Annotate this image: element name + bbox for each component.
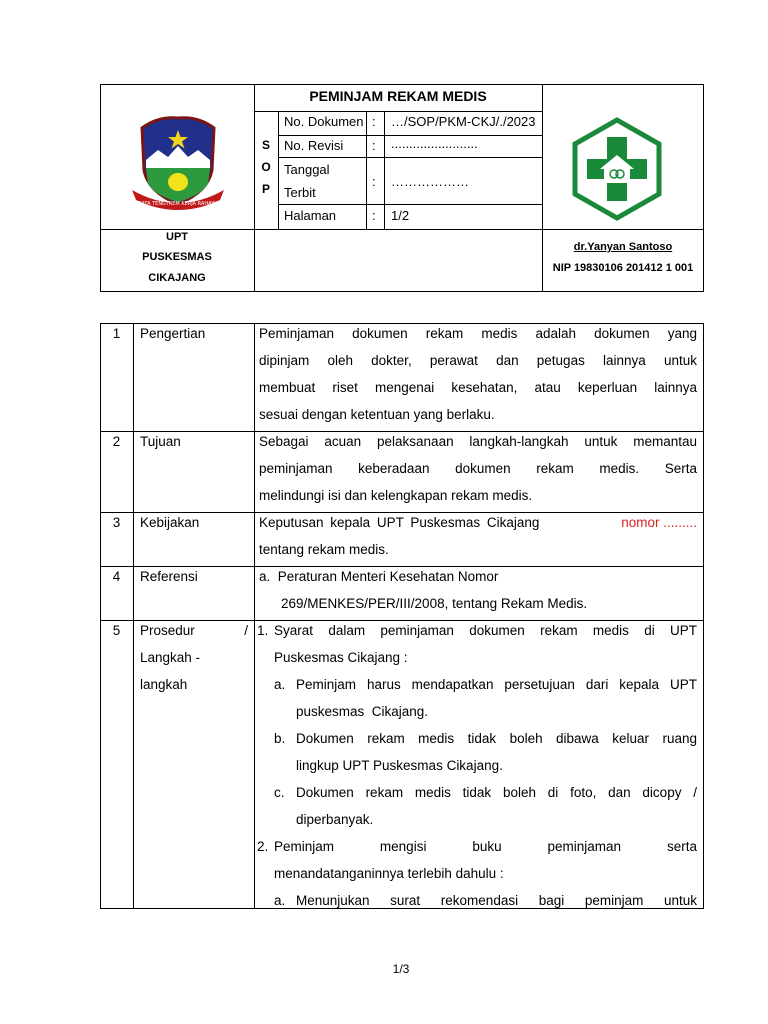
sop-letter-p: P [261,182,270,196]
kebijakan-nomor: nomor ......... [621,515,697,530]
section-title: Tujuan [140,434,181,449]
tanggal-label-2: Terbit [284,185,316,200]
list-item: Dokumen rekam medis tidak boleh dibawa keluar ruang [296,731,697,746]
org-line-3: CIKAJANG [148,272,206,284]
section-line: Peminjaman dokumen rekam medis adalah dokumen yang [259,326,697,341]
section-number: 4 [112,569,121,584]
section-line: melindungi isi dan kelengkapan rekam medis. [259,488,533,503]
no-revisi-value: ........................ [391,136,478,151]
puskesmas-logo [572,117,662,221]
tanggal-value: ……………… [391,174,469,189]
section-number: 1 [112,326,121,341]
kebijakan-line [259,509,697,536]
no-dokumen-colon: : [372,114,376,129]
section-title: Kebijakan [140,515,200,530]
section-line: sesuai dengan ketentuan yang berlaku. [259,407,495,422]
section-number: 3 [112,515,121,530]
sop-letter-o: O [261,160,271,174]
list-item: Peminjam harus mendapatkan persetujuan dari kepala UPT [296,677,697,692]
regency-crest-icon [128,112,228,212]
list-item: Dokumen rekam medis tidak boleh di foto, dan dicopy / [296,785,697,800]
list-marker: a. [274,893,286,908]
list-marker: a. [274,677,286,692]
page-number: 1/3 [392,962,410,976]
halaman-label: Halaman [284,208,337,223]
section-line: dipinjam oleh dokter, perawat dan petugas lainnya untuk [259,353,697,368]
signer-nip: NIP 19830106 201412 1 001 [552,262,694,274]
section-line: Sebagai acuan pelaksanaan langkah-langkah untuk memantau [259,434,697,449]
section-line: 269/MENKES/PER/III/2008, tentang Rekam Medis. [281,596,588,611]
org-line-2: PUSKESMAS [142,251,212,263]
list-item: puskesmas Cikajang. [296,704,429,719]
list-item: Puskesmas Cikajang : [274,650,408,665]
section-title: Referensi [140,569,198,584]
tanggal-colon: : [372,174,376,189]
puskesmas-cross-icon [572,117,662,221]
list-item: menandatanganinnya terlebih dahulu : [274,866,504,881]
logo-motto: SATA TENGTREM KERJA RAHAYU [138,201,218,207]
list-marker: 2. [257,839,269,854]
section-title: langkah [140,677,188,692]
tanggal-label-1: Tanggal [284,162,330,177]
list-item: diperbanyak. [296,812,374,827]
section-title: Prosedur / [140,623,248,638]
section-number: 2 [112,434,121,449]
list-item: Syarat dalam peminjaman dokumen rekam medis di UPT [274,623,697,638]
list-item: Menunjukan surat rekomendasi bagi peminjam untuk [296,893,697,908]
section-line: tentang rekam medis. [259,542,389,557]
sop-letter-s: S [261,138,270,152]
section-title: Pengertian [140,326,206,341]
section-line: a. Peraturan Menteri Kesehatan Nomor [259,569,499,584]
list-marker: b. [274,731,286,746]
section-line: peminjaman keberadaan dokumen rekam medis. Serta [259,461,697,476]
no-revisi-label: No. Revisi [284,138,344,153]
kebijakan-text: Keputusan kepala UPT Puskesmas Cikajang [259,515,540,530]
org-line-1: UPT [166,231,188,243]
no-dokumen-label: No. Dokumen [284,114,364,129]
no-revisi-colon: : [372,138,376,153]
halaman-colon: : [372,208,376,223]
halaman-value: 1/2 [391,208,410,223]
list-marker: 1. [257,623,269,638]
document-title: PEMINJAM REKAM MEDIS [309,88,487,104]
section-line: membuat riset mengenai kesehatan, atau keperluan lainnya [259,380,697,395]
list-item: Peminjam mengisi buku peminjaman serta [274,839,697,854]
signer-name: dr.Yanyan Santoso [573,241,673,253]
section-title: Langkah - [140,650,201,665]
section-number: 5 [112,623,121,638]
no-dokumen-value: …/SOP/PKM-CKJ/./2023 [391,114,536,129]
regency-logo [128,112,228,212]
list-item: lingkup UPT Puskesmas Cikajang. [296,758,503,773]
list-marker: c. [274,785,285,800]
